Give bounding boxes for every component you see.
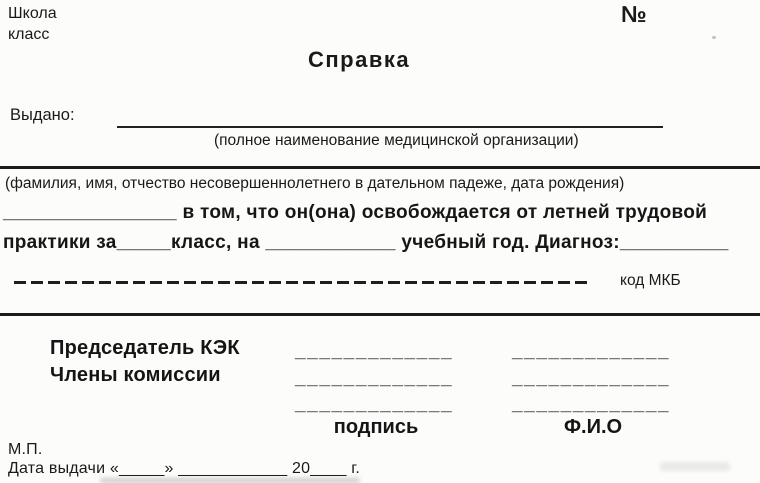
class-label: класс [8, 26, 50, 43]
scan-smudge-bottom [100, 478, 360, 483]
mkb-code-caption: код МКБ [620, 272, 681, 289]
scan-smudge-right [660, 462, 730, 471]
members-label: Члены комиссии [50, 364, 221, 386]
issue-date-line: Дата выдачи «_____» ____________ 20____ г. [8, 460, 361, 477]
organization-caption: (полное наименование медицинской организации) [214, 132, 579, 149]
issued-to-label: Выдано: [10, 106, 75, 124]
fullname-column-caption: Ф.И.О [563, 416, 623, 438]
school-label: Школа [8, 5, 57, 22]
stamp-place-label: М.П. [8, 441, 43, 458]
chairman-signature-blank: _____________ [295, 341, 454, 362]
member1-signature-blank: _____________ [295, 368, 454, 389]
chairman-label: Председатель КЭК [50, 337, 240, 359]
recipient-caption: (фамилия, имя, отчество несовершеннолетнего в дательном падеже, дата рождения) [5, 175, 625, 192]
signature-column-caption: подпись [333, 416, 419, 438]
member2-name-blank: _____________ [512, 394, 671, 415]
organization-blank-line [117, 106, 663, 128]
document-number-sign: № [621, 1, 647, 27]
page-title: Справка [308, 47, 411, 72]
body-line-1: ________________ в том, что он(она) освобождается от летней трудовой [3, 202, 708, 223]
diagnosis-continuation-line [14, 281, 592, 284]
scan-speckle [712, 36, 716, 39]
member1-name-blank: _____________ [512, 368, 671, 389]
section-divider-rule [0, 313, 760, 316]
member2-signature-blank: _____________ [295, 394, 454, 415]
chairman-name-blank: _____________ [512, 341, 671, 362]
body-line-2: практики за_____класс, на ____________ учебный год. Диагноз:__________ [3, 232, 729, 253]
recipient-blank-rule [0, 166, 760, 169]
